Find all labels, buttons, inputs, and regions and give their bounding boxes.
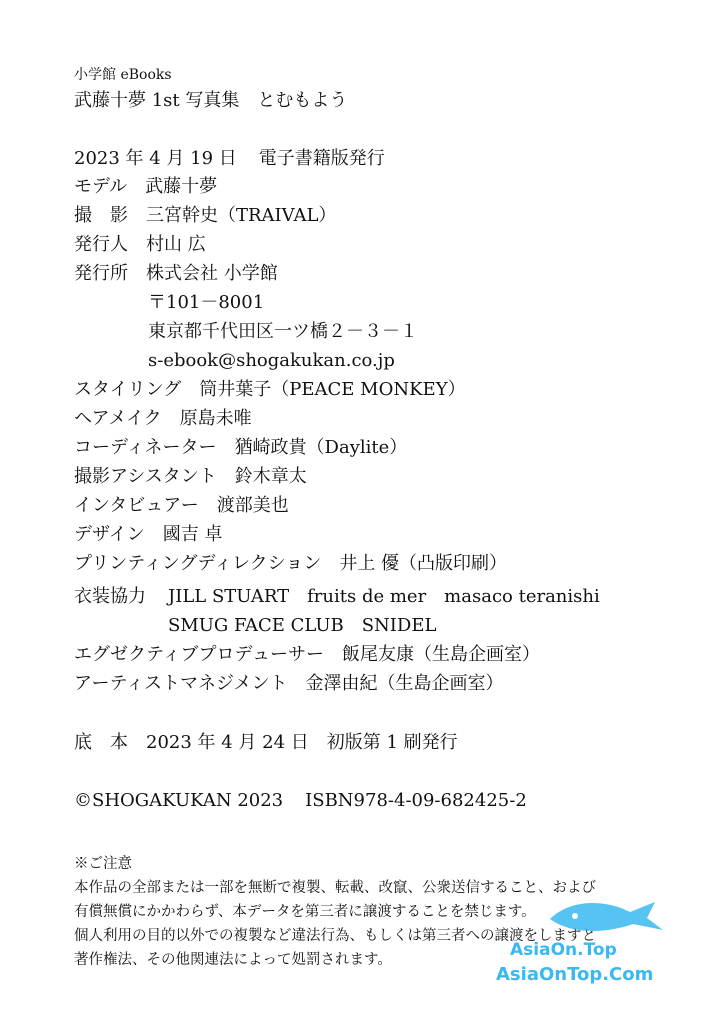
costume-role: 衣装協力 bbox=[74, 586, 146, 607]
staff-role: プリンティングディレクション bbox=[74, 553, 322, 574]
staff-role: コーディネーター bbox=[74, 437, 217, 458]
staff-coordinator bbox=[74, 439, 407, 457]
staff-name: 筒井葉子（PEACE MONKEY） bbox=[199, 379, 466, 400]
staff-name: 國吉 卓 bbox=[162, 524, 223, 545]
notice-line: 有償無償にかかわらず、本データを第三者に譲渡することを禁じます。 bbox=[74, 904, 536, 920]
staff-name: 猶崎政貴（Daylite） bbox=[234, 437, 408, 458]
credit-name: 村山 広 bbox=[146, 234, 206, 255]
credit-publisher-person bbox=[74, 236, 206, 254]
staff-name: 金澤由紀（生島企画室） bbox=[305, 673, 504, 694]
credit-name: 三宮幹史（TRAIVAL） bbox=[146, 205, 337, 226]
watermark-text-bottom: AsiaOnTop.Com bbox=[496, 964, 654, 985]
staff-role: インタビュアー bbox=[74, 495, 199, 516]
credit-role: 撮 影 bbox=[74, 205, 128, 226]
base-edition-edition: 初版第 1 刷発行 bbox=[326, 732, 458, 753]
staff-design bbox=[74, 526, 222, 544]
notice-title: ※ご注意 bbox=[74, 856, 132, 872]
release-date: 2023 年 4 月 19 日 bbox=[74, 148, 237, 169]
staff-name: 渡部美也 bbox=[216, 495, 289, 516]
staff-printing-direction bbox=[74, 555, 507, 573]
staff-role: ヘアメイク bbox=[74, 408, 162, 429]
credit-role: 発行所 bbox=[74, 263, 128, 284]
staff-role: アーティストマネジメント bbox=[74, 673, 288, 694]
base-edition-line bbox=[74, 734, 458, 752]
watermark bbox=[490, 890, 690, 990]
credit-name: 株式会社 小学館 bbox=[146, 263, 278, 284]
contact-email: s-ebook@shogakukan.co.jp bbox=[148, 350, 395, 371]
series-label: 小学館 eBooks bbox=[74, 67, 172, 83]
base-edition-date: 2023 年 4 月 24 日 bbox=[146, 732, 309, 753]
staff-name: 飯尾友康（生島企画室） bbox=[342, 644, 541, 665]
staff-role: スタイリング bbox=[74, 379, 182, 400]
isbn: ISBN978-4-09-682425-2 bbox=[305, 790, 527, 811]
staff-role: デザイン bbox=[74, 524, 145, 545]
credit-publisher bbox=[74, 265, 278, 283]
staff-interviewer bbox=[74, 497, 289, 515]
staff-name: 井上 優（凸版印刷） bbox=[339, 553, 508, 574]
staff-hair-makeup bbox=[74, 410, 252, 428]
staff-executive-producer bbox=[74, 646, 540, 664]
base-edition-label: 底 本 bbox=[74, 732, 128, 753]
staff-name: 鈴木章太 bbox=[234, 466, 307, 487]
notice-line: 本作品の全部または一部を無断で複製、転載、改竄、公衆送信すること、および bbox=[74, 880, 596, 896]
staff-role: 撮影アシスタント bbox=[74, 466, 217, 487]
credit-photographer bbox=[74, 207, 336, 225]
postal-code: 〒101－8001 bbox=[148, 292, 265, 313]
staff-artist-management bbox=[74, 675, 503, 693]
credit-model bbox=[74, 178, 217, 196]
release-line bbox=[74, 150, 385, 168]
staff-photo-assistant bbox=[74, 468, 307, 486]
credit-role: 発行人 bbox=[74, 234, 128, 255]
staff-role: エグゼクティブプロデューサー bbox=[74, 644, 325, 665]
notice-line: 著作権法、その他関連法によって処罰されます。 bbox=[74, 952, 392, 968]
staff-styling bbox=[74, 381, 466, 399]
credit-name: 武藤十夢 bbox=[145, 176, 218, 197]
book-title: 武藤十夢 1st 写真集 とむもよう bbox=[74, 90, 348, 111]
credit-role: モデル bbox=[74, 176, 128, 197]
watermark-text-top: AsiaOn.Top bbox=[510, 940, 617, 960]
street-address: 東京都千代田区一ツ橋２－３－１ bbox=[148, 321, 418, 342]
fish-logo-icon bbox=[545, 894, 685, 934]
copyright-holder: ©SHOGAKUKAN 2023 bbox=[74, 790, 284, 811]
costume-brands-2: SMUG FACE CLUB SNIDEL bbox=[168, 615, 437, 636]
staff-name: 原島未唯 bbox=[179, 408, 252, 429]
notice-line: 個人利用の目的以外での複製など違法行為、もしくは第三者への譲渡をしますと bbox=[74, 928, 596, 944]
copyright-line bbox=[74, 792, 527, 810]
release-label: 電子書籍版発行 bbox=[258, 148, 385, 169]
costume-brands-1: JILL STUART fruits de mer masaco teranishi bbox=[168, 586, 600, 607]
